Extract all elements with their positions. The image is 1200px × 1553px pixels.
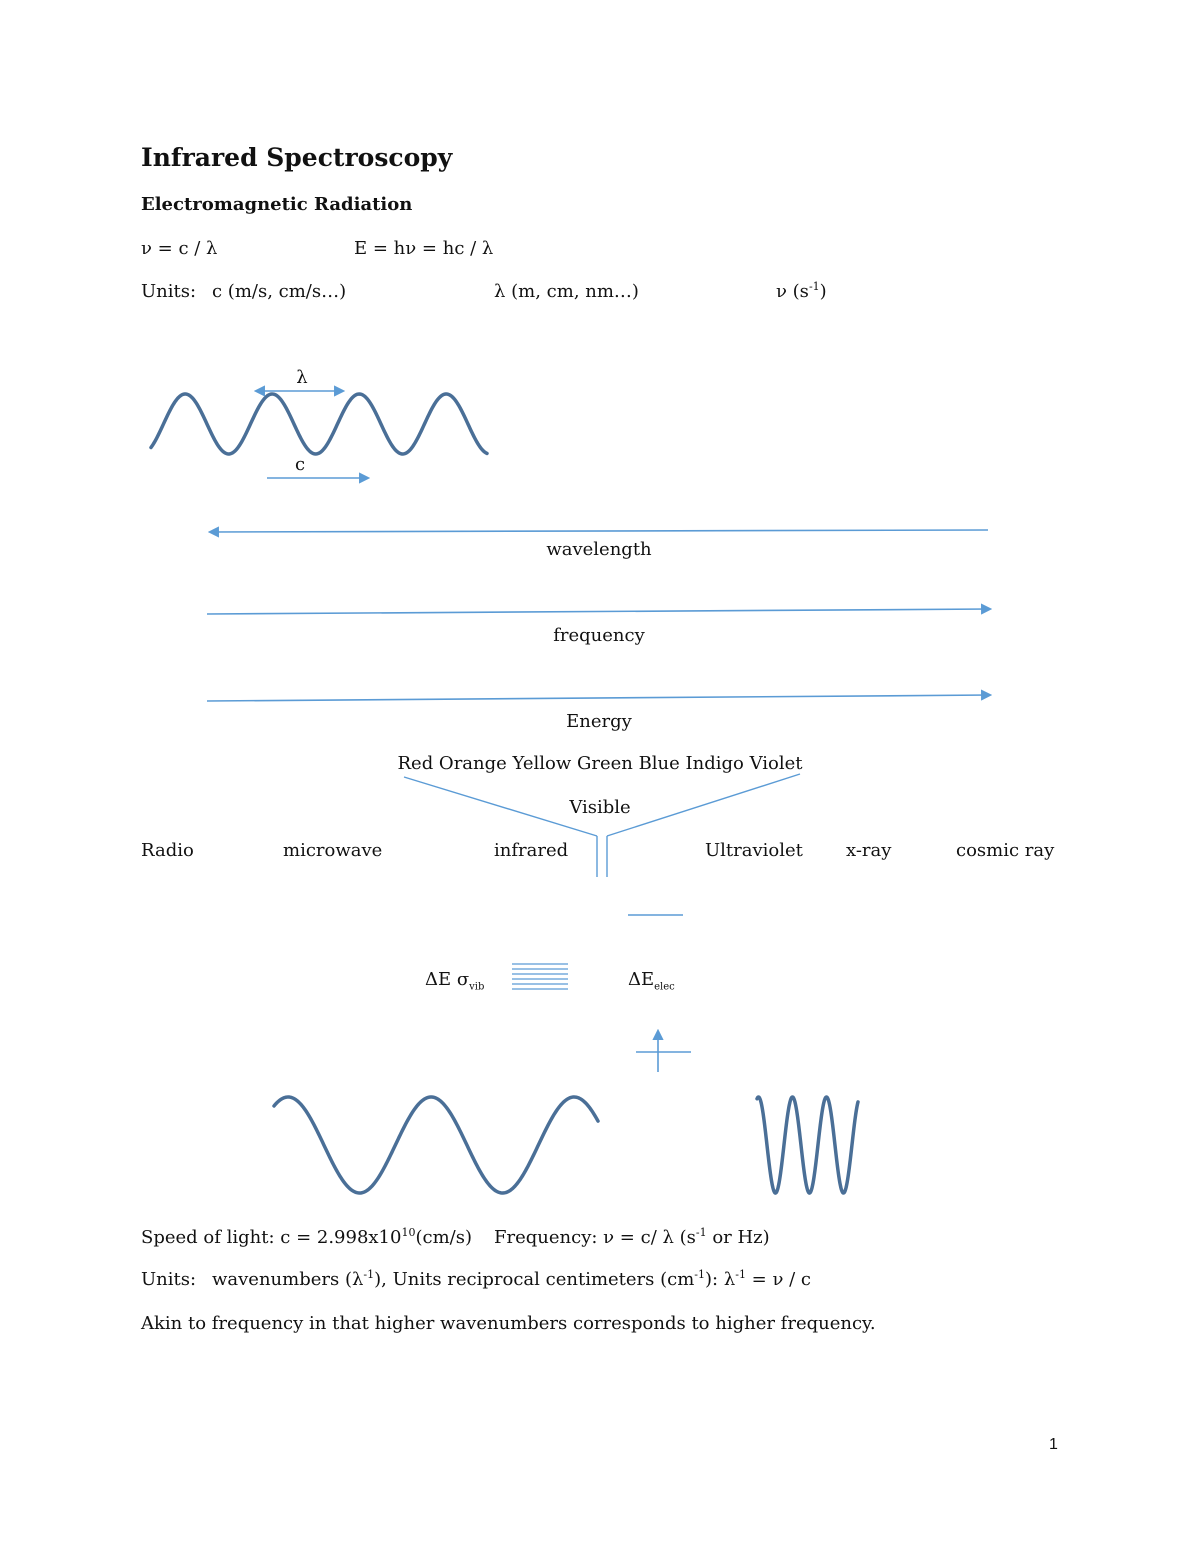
region-cosmic-ray: cosmic ray bbox=[956, 840, 1055, 861]
wavenumber-sup3: -1 bbox=[735, 1268, 746, 1281]
region-xray: x-ray bbox=[846, 840, 892, 861]
delta-e-elec-label bbox=[628, 969, 675, 993]
wavenumber-part1: wavenumbers (λ bbox=[212, 1269, 364, 1290]
wavenumber-line bbox=[212, 1269, 811, 1290]
speed-exponent: 10 bbox=[401, 1226, 416, 1239]
energy-arrow bbox=[207, 695, 990, 701]
frequency-units-close: ) bbox=[819, 281, 827, 302]
region-infrared: infrared bbox=[494, 840, 569, 861]
frequency-arrow bbox=[207, 609, 990, 614]
frequency-formula-exponent: -1 bbox=[695, 1226, 707, 1239]
energy-label: Energy bbox=[566, 711, 632, 732]
delta-e-vib-main: ΔE σ bbox=[425, 969, 470, 990]
wavelength-units: λ (m, cm, nm…) bbox=[494, 281, 639, 302]
wavelength-label: wavelength bbox=[546, 539, 652, 560]
wavelength-arrow bbox=[210, 530, 988, 532]
wavenumber-sup2: -1 bbox=[694, 1268, 706, 1281]
c-label: c bbox=[294, 454, 306, 475]
speed-units-text: (cm/s) bbox=[415, 1227, 472, 1248]
page-title: Infrared Spectroscopy bbox=[141, 143, 453, 172]
speed-units: c (m/s, cm/s…) bbox=[212, 281, 347, 302]
speed-of-light-line bbox=[141, 1227, 472, 1248]
units-label: Units: bbox=[141, 281, 197, 302]
wavenumber-part4: = ν / c bbox=[745, 1269, 812, 1290]
region-radio: Radio bbox=[141, 840, 194, 861]
speed-of-light-text: Speed of light: c = 2.998x10 bbox=[141, 1227, 402, 1248]
wavenumber-part2: ), Units reciprocal centimeters (cm bbox=[374, 1269, 695, 1290]
akin-statement: Akin to frequency in that higher wavenumbers corresponds to higher frequency. bbox=[141, 1313, 876, 1334]
vibrational-levels bbox=[512, 964, 568, 989]
wavenumber-units-label: Units: bbox=[141, 1269, 197, 1290]
frequency-formula-end: or Hz) bbox=[706, 1227, 770, 1248]
frequency-formula-line bbox=[494, 1227, 770, 1248]
energy-equation: E = hν = hc / λ bbox=[354, 238, 494, 259]
em-wave bbox=[151, 394, 487, 454]
visible-label: Visible bbox=[569, 797, 631, 818]
frequency-units-base: ν (s bbox=[776, 281, 809, 302]
page-number: 1 bbox=[1049, 1436, 1058, 1453]
lambda-label: λ bbox=[296, 367, 308, 388]
delta-e-vib-sub: vib bbox=[469, 981, 485, 993]
delta-e-elec-sub: elec bbox=[654, 981, 675, 993]
long-wavelength-wave bbox=[274, 1097, 598, 1193]
frequency-equation: ν = c / λ bbox=[141, 238, 218, 259]
visible-funnel bbox=[404, 774, 800, 877]
delta-e-elec-main: ΔE bbox=[628, 969, 655, 990]
region-ultraviolet: Ultraviolet bbox=[705, 840, 803, 861]
wavenumber-sup1: -1 bbox=[363, 1268, 375, 1281]
short-wavelength-wave bbox=[757, 1097, 858, 1193]
visible-colors: Red Orange Yellow Green Blue Indigo Violet bbox=[397, 753, 803, 774]
section-heading: Electromagnetic Radiation bbox=[141, 194, 413, 215]
frequency-formula-text: Frequency: ν = c/ λ (s bbox=[494, 1227, 696, 1248]
region-microwave: microwave bbox=[283, 840, 383, 861]
frequency-units-exponent: -1 bbox=[808, 280, 820, 293]
wavenumber-part3: ): λ bbox=[705, 1269, 736, 1290]
frequency-label: frequency bbox=[553, 625, 645, 646]
delta-e-vib-label bbox=[425, 969, 485, 993]
